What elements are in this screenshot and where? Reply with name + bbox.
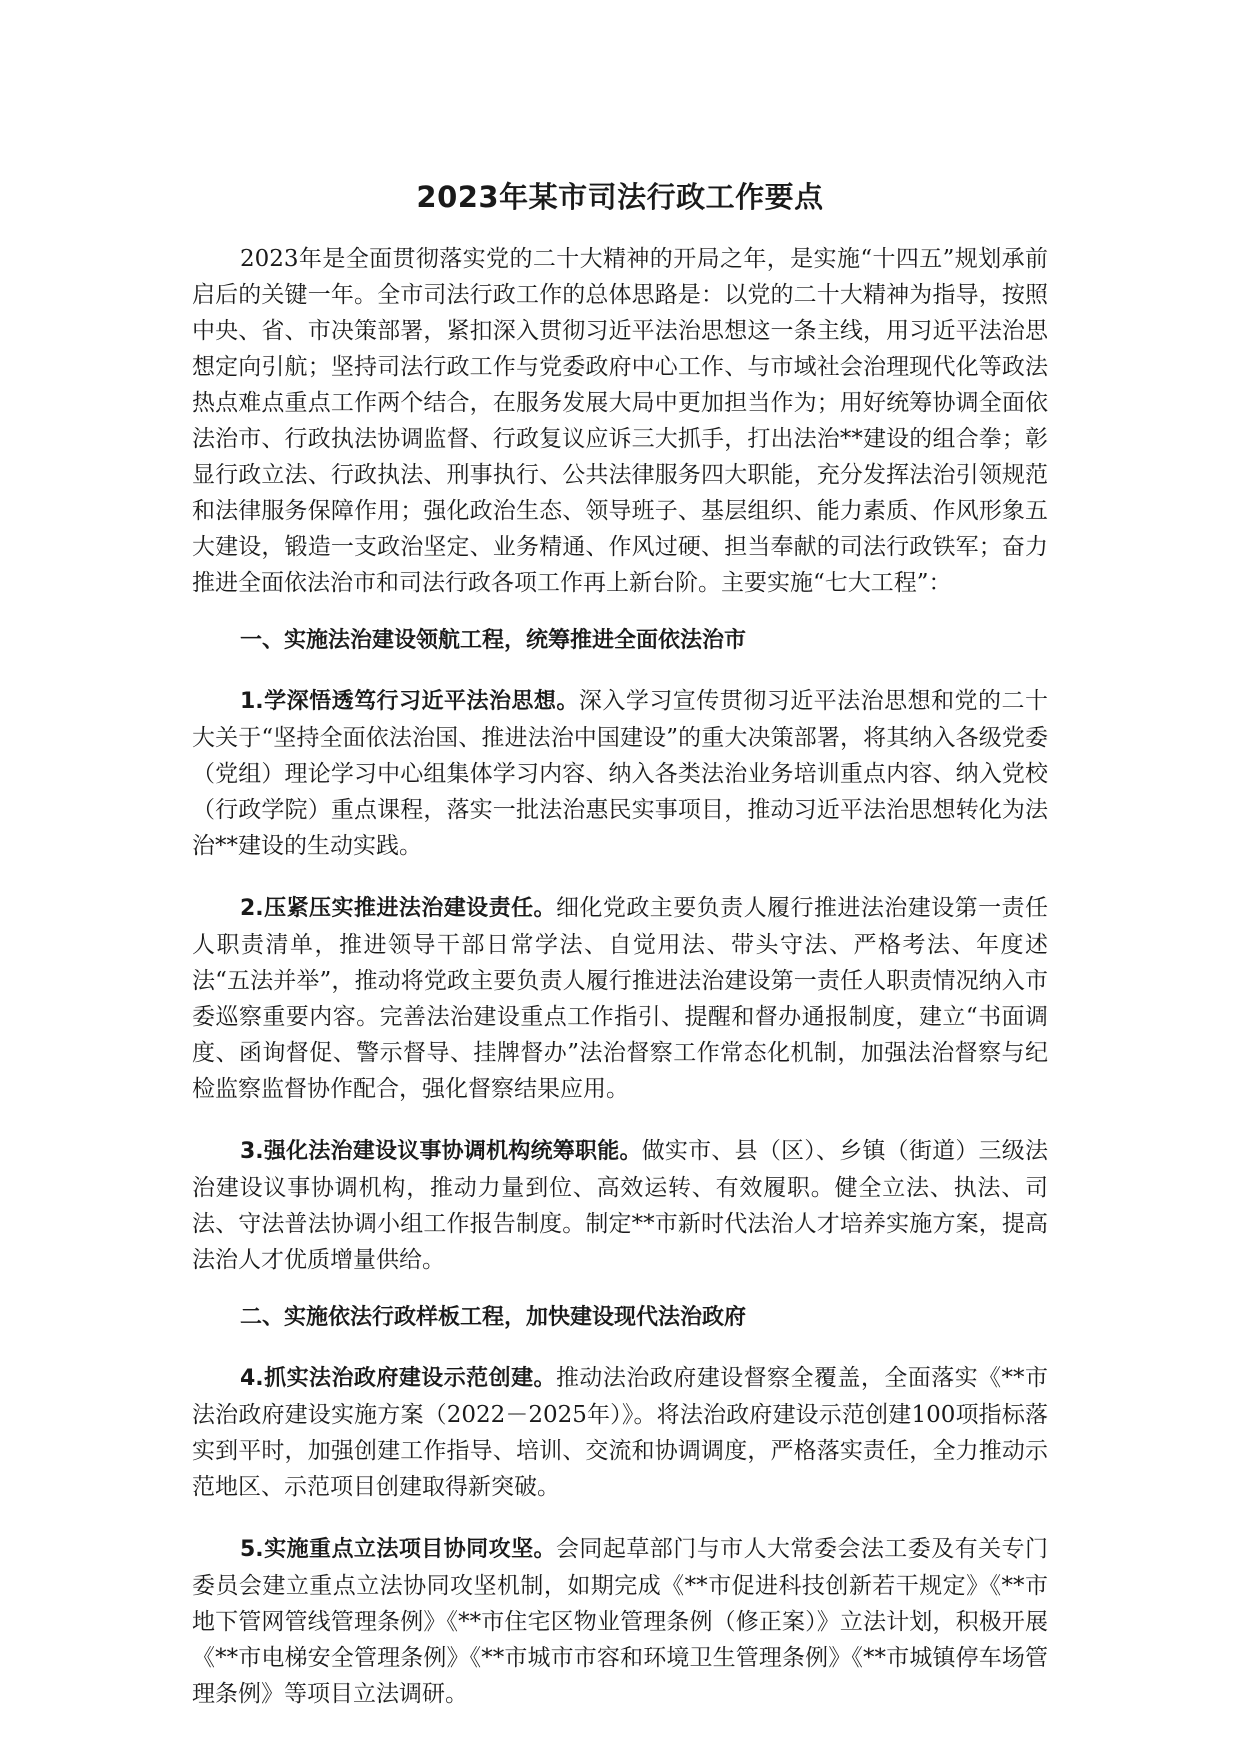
section-heading-1: 一、实施法治建设领航工程，统筹推进全面依法治市 (240, 628, 747, 653)
item-lead-4: 4.抓实法治政府建设示范创建。 (240, 1366, 556, 1391)
section-heading-2: 二、实施依法行政样板工程，加快建设现代法治政府 (240, 1305, 747, 1330)
item-text-3: 做实市、县（区）、乡镇（街道）三级法治建设议事协调机构，推动力量到位、高效运转、有效履职。健全立法、执法、司法、守法普法协调小组工作报告制度。制定**市新时代法治人才培养实施方案，提高法治人才优质增量供给。 (192, 1138, 1049, 1273)
intro-paragraph: 2023年是全面贯彻落实党的二十大精神的开局之年，是实施“十四五”规划承前启后的关键一年。全市司法行政工作的总体思路是：以党的二十大精神为指导，按照中央、省、市决策部署，紧扣深入贯彻习近平法治思想这一条主线，用习近平法治思想定向引航；坚持司法行政工作与党委政府中心工作、与市域社会治理现代化等政法热点难点重点工作两个结合，在服务发展大局中更加担当作为；用好统筹协调全面依法治市、行政执法协调监督、行政复议应诉三大抓手，打出法治**建设的组合拳；彰显行政立法、行政执法、刑事执行、公共法律服务四大职能，充分发挥法治引领规范和法律服务保障作用；强化政治生态、领导班子、基层组织、能力素质、作风形象五大建设，锻造一支政治坚定、业务精通、作风过硬、担当奉献的司法行政铁军；奋力推进全面依法治市和司法行政各项工作再上新台阶。主要实施“七大工程”： (192, 246, 1048, 596)
item-text-4: 推动法治政府建设督察全覆盖，全面落实《**市法治政府建设实施方案（2022－2025年）》。将法治政府建设示范创建100项指标落实到平时，加强创建工作指导、培训、交流和协调调度，严格落实责任，全力推动示范地区、示范项目创建取得新突破。 (192, 1365, 1049, 1500)
item-text-1: 深入学习宣传贯彻习近平法治思想和党的二十大关于“坚持全面依法治国、推进法治中国建设”的重大决策部署，将其纳入各级党委（党组）理论学习中心组集体学习内容、纳入各类法治业务培训重点内容、纳入党校（行政学院）重点课程，落实一批法治惠民实事项目，推动习近平法治思想转化为法治**建设的生动实践。 (192, 688, 1048, 859)
item-text-5: 会同起草部门与市人大常委会法工委及有关专门委员会建立重点立法协同攻坚机制，如期完成《**市促进科技创新若干规定》《**市地下管网管线管理条例》《**市住宅区物业管理条例（修正案）》立法计划，积极开展《**市电梯安全管理条例》《**市城市市容和环境卫生管理条例》《**市城镇停车场管理条例》等项目立法调研。 (192, 1536, 1049, 1707)
item-lead-3: 3.强化法治建设议事协调机构统筹职能。 (240, 1139, 642, 1164)
item-lead-2: 2.压紧压实推进法治建设责任。 (240, 896, 556, 921)
section-item-3 (192, 1133, 1048, 1278)
section-item-2 (192, 890, 1048, 1107)
item-text-2: 细化党政主要负责人履行推进法治建设第一责任人职责清单，推进领导干部日常学法、自觉用法、带头守法、严格考法、年度述法“五法并举”，推动将党政主要负责人履行推进法治建设第一责任人职责情况纳入市委巡察重要内容。完善法治建设重点工作指引、提醒和督办通报制度，建立“书面调度、函询督促、警示督导、挂牌督办”法治督察工作常态化机制，加强法治督察与纪检监察监督协作配合，强化督察结果应用。 (192, 895, 1049, 1102)
section-item-4 (192, 1360, 1048, 1505)
item-lead-5: 5.实施重点立法项目协同攻坚。 (240, 1537, 556, 1562)
item-lead-1: 1.学深悟透笃行习近平法治思想。 (240, 689, 579, 714)
document-title: 2023年某市司法行政工作要点 (416, 180, 824, 214)
section-item-5 (192, 1531, 1048, 1712)
section-item-1 (192, 683, 1048, 864)
